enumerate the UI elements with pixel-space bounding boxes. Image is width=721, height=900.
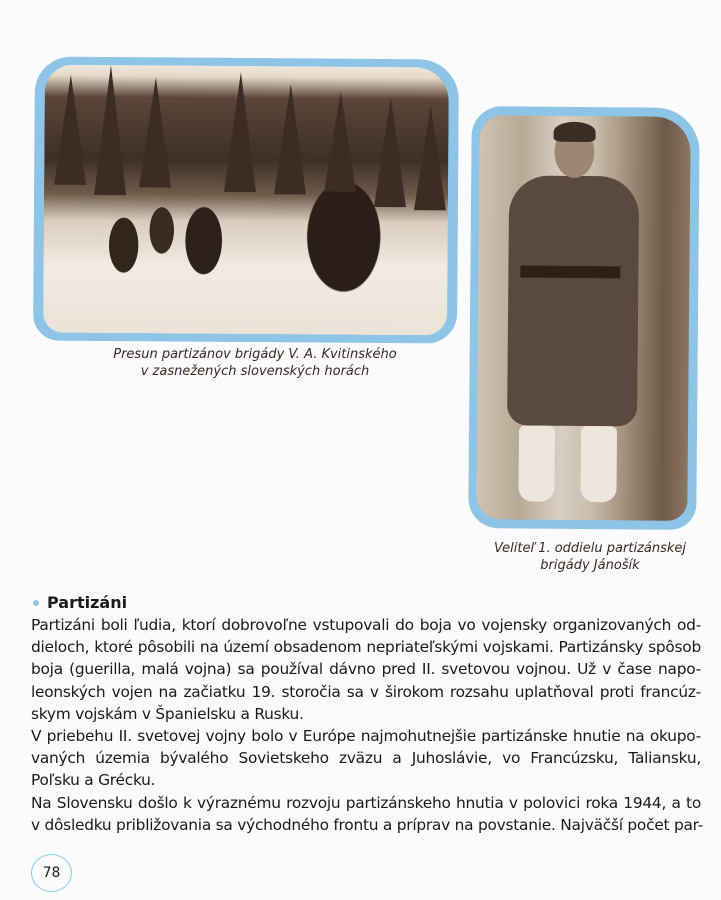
figure-hair — [554, 122, 596, 142]
tree-shape — [374, 97, 407, 207]
photo-caption-1 — [90, 346, 420, 380]
text-line: Partizáni boli ľudia, ktorí dobrovoľne vstupovali do boja vo vojensky organizovaných od- — [31, 616, 701, 634]
figure-boot — [518, 425, 555, 501]
text-line: v dôsledku približovania sa východného frontu a príprav na povstanie. Najväčší počet par- — [31, 815, 704, 834]
tree-shape — [224, 72, 257, 192]
text-line: boja (guerilla, malá vojna) sa používal dávno pred II. svetovou vojnou. Už v čase napo- — [31, 660, 701, 679]
winter-forest-photo — [33, 57, 459, 344]
tree-shape — [274, 84, 307, 194]
text-line: skym vojskám v Španielsku a Rusku. — [31, 704, 304, 723]
figure-boot — [580, 426, 617, 502]
caption-line: v zasnežených slovenských horách — [140, 364, 370, 379]
caption-line: Presun partizánov brigády V. A. Kvitinského — [113, 347, 397, 362]
bullet-icon — [33, 600, 39, 606]
section-heading — [31, 592, 701, 614]
page-number — [31, 854, 72, 892]
tree-shape — [94, 65, 127, 195]
figure-body — [507, 175, 639, 426]
figure-belt — [520, 265, 620, 278]
page-number-text: 78 — [42, 865, 61, 881]
tree-shape — [414, 105, 447, 210]
photo-caption-2 — [470, 540, 710, 574]
text-line: dieloch, ktoré pôsobili na území obsadenom nepriateľskými vojskami. Partizánsky spôsob — [31, 638, 701, 657]
caption-line: brigády Jánošík — [540, 558, 640, 573]
caption-line: Veliteľ 1. oddielu partizánskej — [494, 541, 686, 556]
photo-image — [43, 65, 449, 336]
text-line: Poľsku a Grécku. — [31, 771, 156, 790]
paragraph-2 — [31, 725, 701, 792]
text-line: Na Slovensku došlo k výraznému rozvoju partizánskeho hnutia v polovici roka 1944, a to — [31, 793, 701, 812]
tree-shape — [324, 92, 357, 192]
paragraph-1 — [31, 614, 701, 725]
paragraph-3 — [31, 792, 704, 836]
text-line: leonských vojen na začiatku 19. storočia sa v širokom rozsahu uplatňoval proti francúz- — [31, 682, 701, 701]
partisans-section — [31, 592, 704, 836]
text-line: V priebehu II. svetovej vojny bolo v Európe najmohutnejšie partizánske hnutie na okupo- — [31, 727, 701, 746]
photo-image — [476, 115, 691, 521]
tree-shape — [139, 77, 172, 187]
commander-portrait-photo — [468, 106, 700, 530]
text-line: vaných územia bývalého Sovietskeho zväzu a Juhoslávie, vo Francúzsku, Taliansku, — [31, 749, 701, 768]
section-heading-text: Partizáni — [47, 593, 128, 612]
tree-shape — [54, 75, 87, 185]
